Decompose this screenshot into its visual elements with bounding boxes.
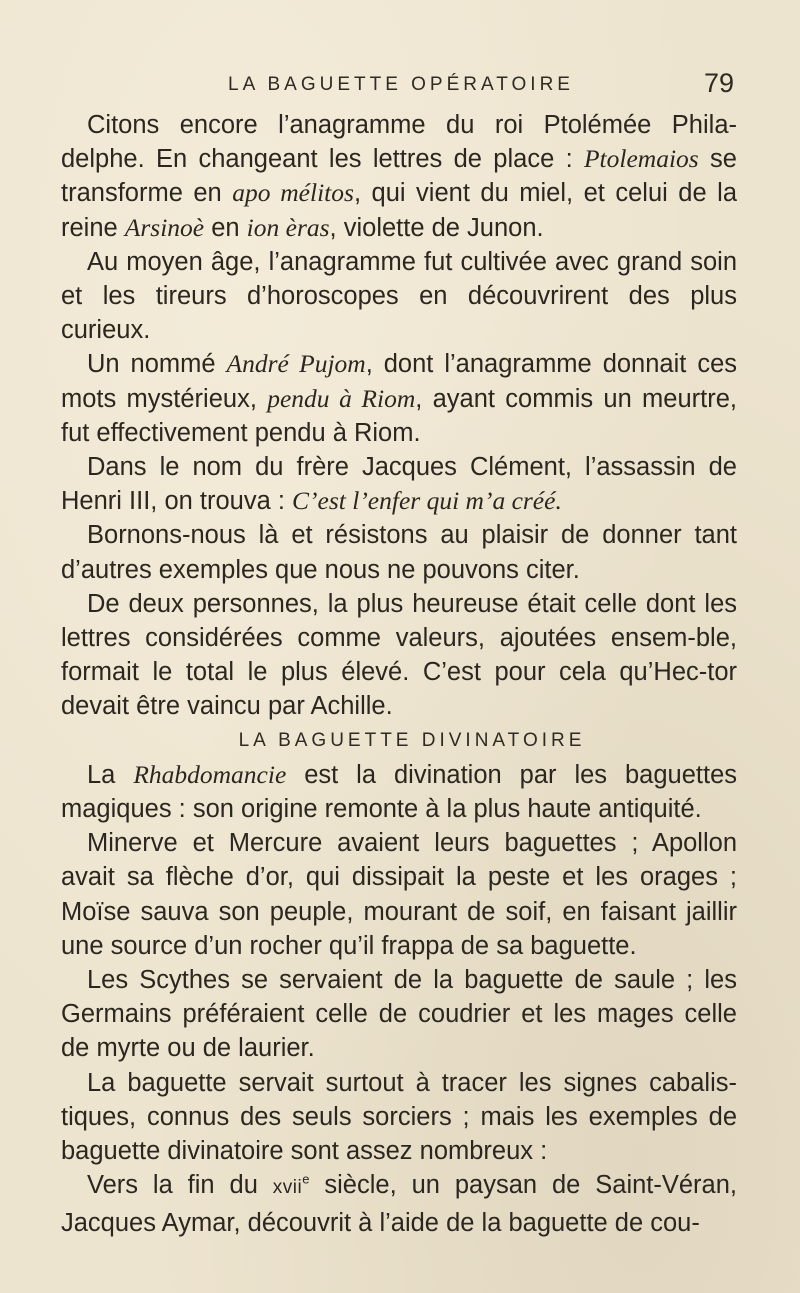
paragraph-jacques-aymar [61,1168,737,1239]
text-run: en [204,213,247,242]
italic-term: apo mélitos [232,178,354,208]
century-superscript: e [302,1171,310,1187]
paragraph-signes-cabalistiques: La baguette servait surtout à tracer les signes cabalis-tiques, connus des seuls sorciers ; mais les exemples de baguette divinatoire sont assez nombreux : [61,1068,737,1166]
body-text [61,108,737,1240]
page-number: 79 [703,68,734,98]
text-run: Vers la fin du [87,1171,273,1200]
text-run: , ayant commis un meurtre, fut effectivement pendu à Riom. [61,384,737,447]
paragraph-deux-personnes: De deux personnes, la plus heureuse était celle dont les lettres considérées comme valeurs, ajoutées ensem-ble, formait le total le plus élevé. C’est pour cela qu’Hec-tor devait être vaincu par Achille. [61,589,737,721]
paragraph-scythes: Les Scythes se servaient de la baguette de saule ; les Germains préféraient celle de coudrier et les mages celle de myrte ou de laurier. [61,966,737,1063]
running-head [60,68,740,104]
paragraph-rhabdomancie [61,758,737,826]
text-run: Dans le nom du frère Jacques Clément, l’assassin de Henri III, on trouva : [61,453,737,516]
running-title: LA BAGUETTE OPÉRATOIRE [228,74,574,95]
italic-term: Ptolemaios [583,144,699,174]
section-baguette-divinatoire [61,724,737,1240]
text-run: se transforme en [61,145,737,208]
text-run: La [87,760,134,789]
text-run: Citons encore l’anagramme du roi Ptolémée Phila-delphe. En changeant les lettres de place : [61,111,737,174]
paragraph-bornons-nous: Bornons-nous là et résistons au plaisir de donner tant d’autres exemples que nous ne pouvons citer. [61,521,737,584]
paragraph-minerve-mercure: Minerve et Mercure avaient leurs baguettes ; Apollon avait sa flèche d’or, qui dissipait la peste et les orages ; Moïse sauva son peuple, mourant de soif, en faisant jaillir une source d’un rocher qu’il frappa de sa baguette. [61,829,737,960]
paragraph-ptolemy-anagram [61,108,737,245]
paragraph-jacques-clement [61,450,737,518]
text-run: siècle, un paysan de Saint-Véran, Jacques Aymar, découvrit à l’aide de la baguette de cou- [61,1171,737,1237]
italic-term: André Pujom [226,349,366,379]
italic-term: pendu à Riom [267,383,416,413]
section-heading: LA BAGUETTE DIVINATOIRE [238,729,586,751]
text-run: est la divination par les baguettes magiques : son origine remonte à la plus haute antiquité. [61,760,737,824]
text-run: Un nommé [87,350,227,379]
text-run: , qui vient du miel, et celui de la reine [61,179,738,242]
text-run: , violette de Junon. [329,213,544,242]
italic-term: C’est l’enfer qui m’a créé. [292,486,562,516]
italic-term: Rhabdomancie [133,759,287,789]
paragraph-middle-ages: Au moyen âge, l’anagramme fut cultivée avec grand soin et les tireurs d’horoscopes en découvrirent des plus curieux. [61,247,737,345]
italic-term: ion èras [246,212,330,242]
text-run: , dont l’anagramme donnait ces mots mystérieux, [61,350,737,413]
italic-term: Arsinoè [124,212,205,242]
century-numeral: xvii [272,1177,303,1199]
paragraph-andre-pujom [61,347,737,450]
